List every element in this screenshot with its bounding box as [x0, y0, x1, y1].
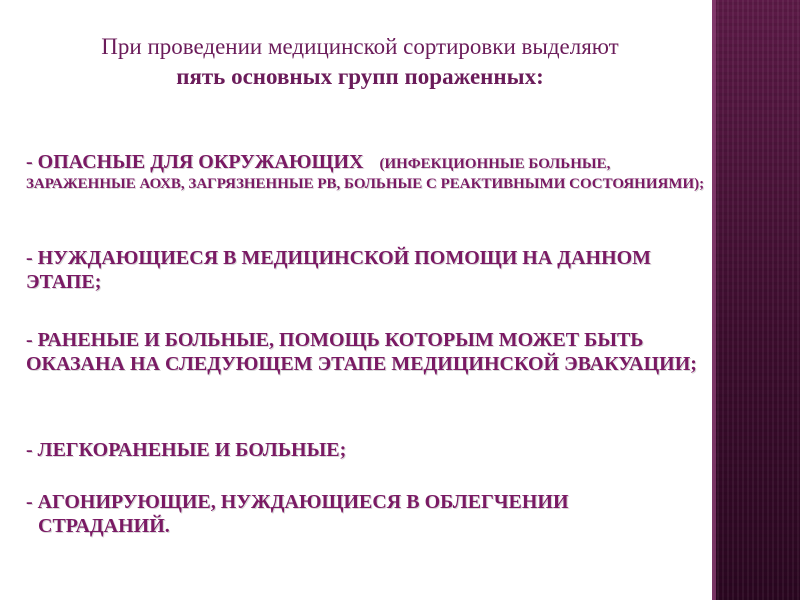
group-item-dangerous — [26, 150, 706, 194]
group-1-note: (ИНФЕКЦИОННЫЕ БОЛЬНЫЕ, ЗАРАЖЕННЫЕ АОХВ, ЗАГРЯЗНЕННЫЕ РВ, БОЛЬНЫЕ С РЕАКТИВНЫМИ СОСТОЯНИЯМИ); — [26, 156, 705, 192]
group-4-main: - ЛЕГКОРАНЕНЫЕ И БОЛЬНЫЕ; — [26, 439, 347, 461]
group-5-main-line-1: - АГОНИРУЮЩИЕ, НУЖДАЮЩИЕСЯ В ОБЛЕГЧЕНИИ — [26, 491, 569, 513]
title-line-2: пять основных групп пораженных: — [176, 64, 544, 89]
group-1-main: - ОПАСНЫЕ ДЛЯ ОКРУЖАЮЩИХ — [26, 151, 364, 173]
group-3-main: - РАНЕНЫЕ И БОЛЬНЫЕ, ПОМОЩЬ КОТОРЫМ МОЖЕТ БЫТЬ ОКАЗАНА НА СЛЕДУЮЩЕМ ЭТАПЕ МЕДИЦИНСКОЙ ЭВАКУАЦИИ; — [26, 329, 697, 375]
decorative-side-panel — [712, 0, 800, 600]
group-5-main-line-2: СТРАДАНИЙ. — [38, 515, 170, 537]
slide-title — [40, 32, 680, 92]
group-2-main: - НУЖДАЮЩИЕСЯ В МЕДИЦИНСКОЙ ПОМОЩИ НА ДАННОМ ЭТАПЕ; — [26, 247, 652, 293]
title-line-1: При проведении медицинской сортировки выделяют — [101, 34, 619, 59]
group-item-need-help-now — [26, 246, 706, 294]
group-item-agonal — [26, 490, 569, 538]
group-item-light-wounded — [26, 438, 346, 462]
group-item-next-stage — [26, 328, 706, 376]
